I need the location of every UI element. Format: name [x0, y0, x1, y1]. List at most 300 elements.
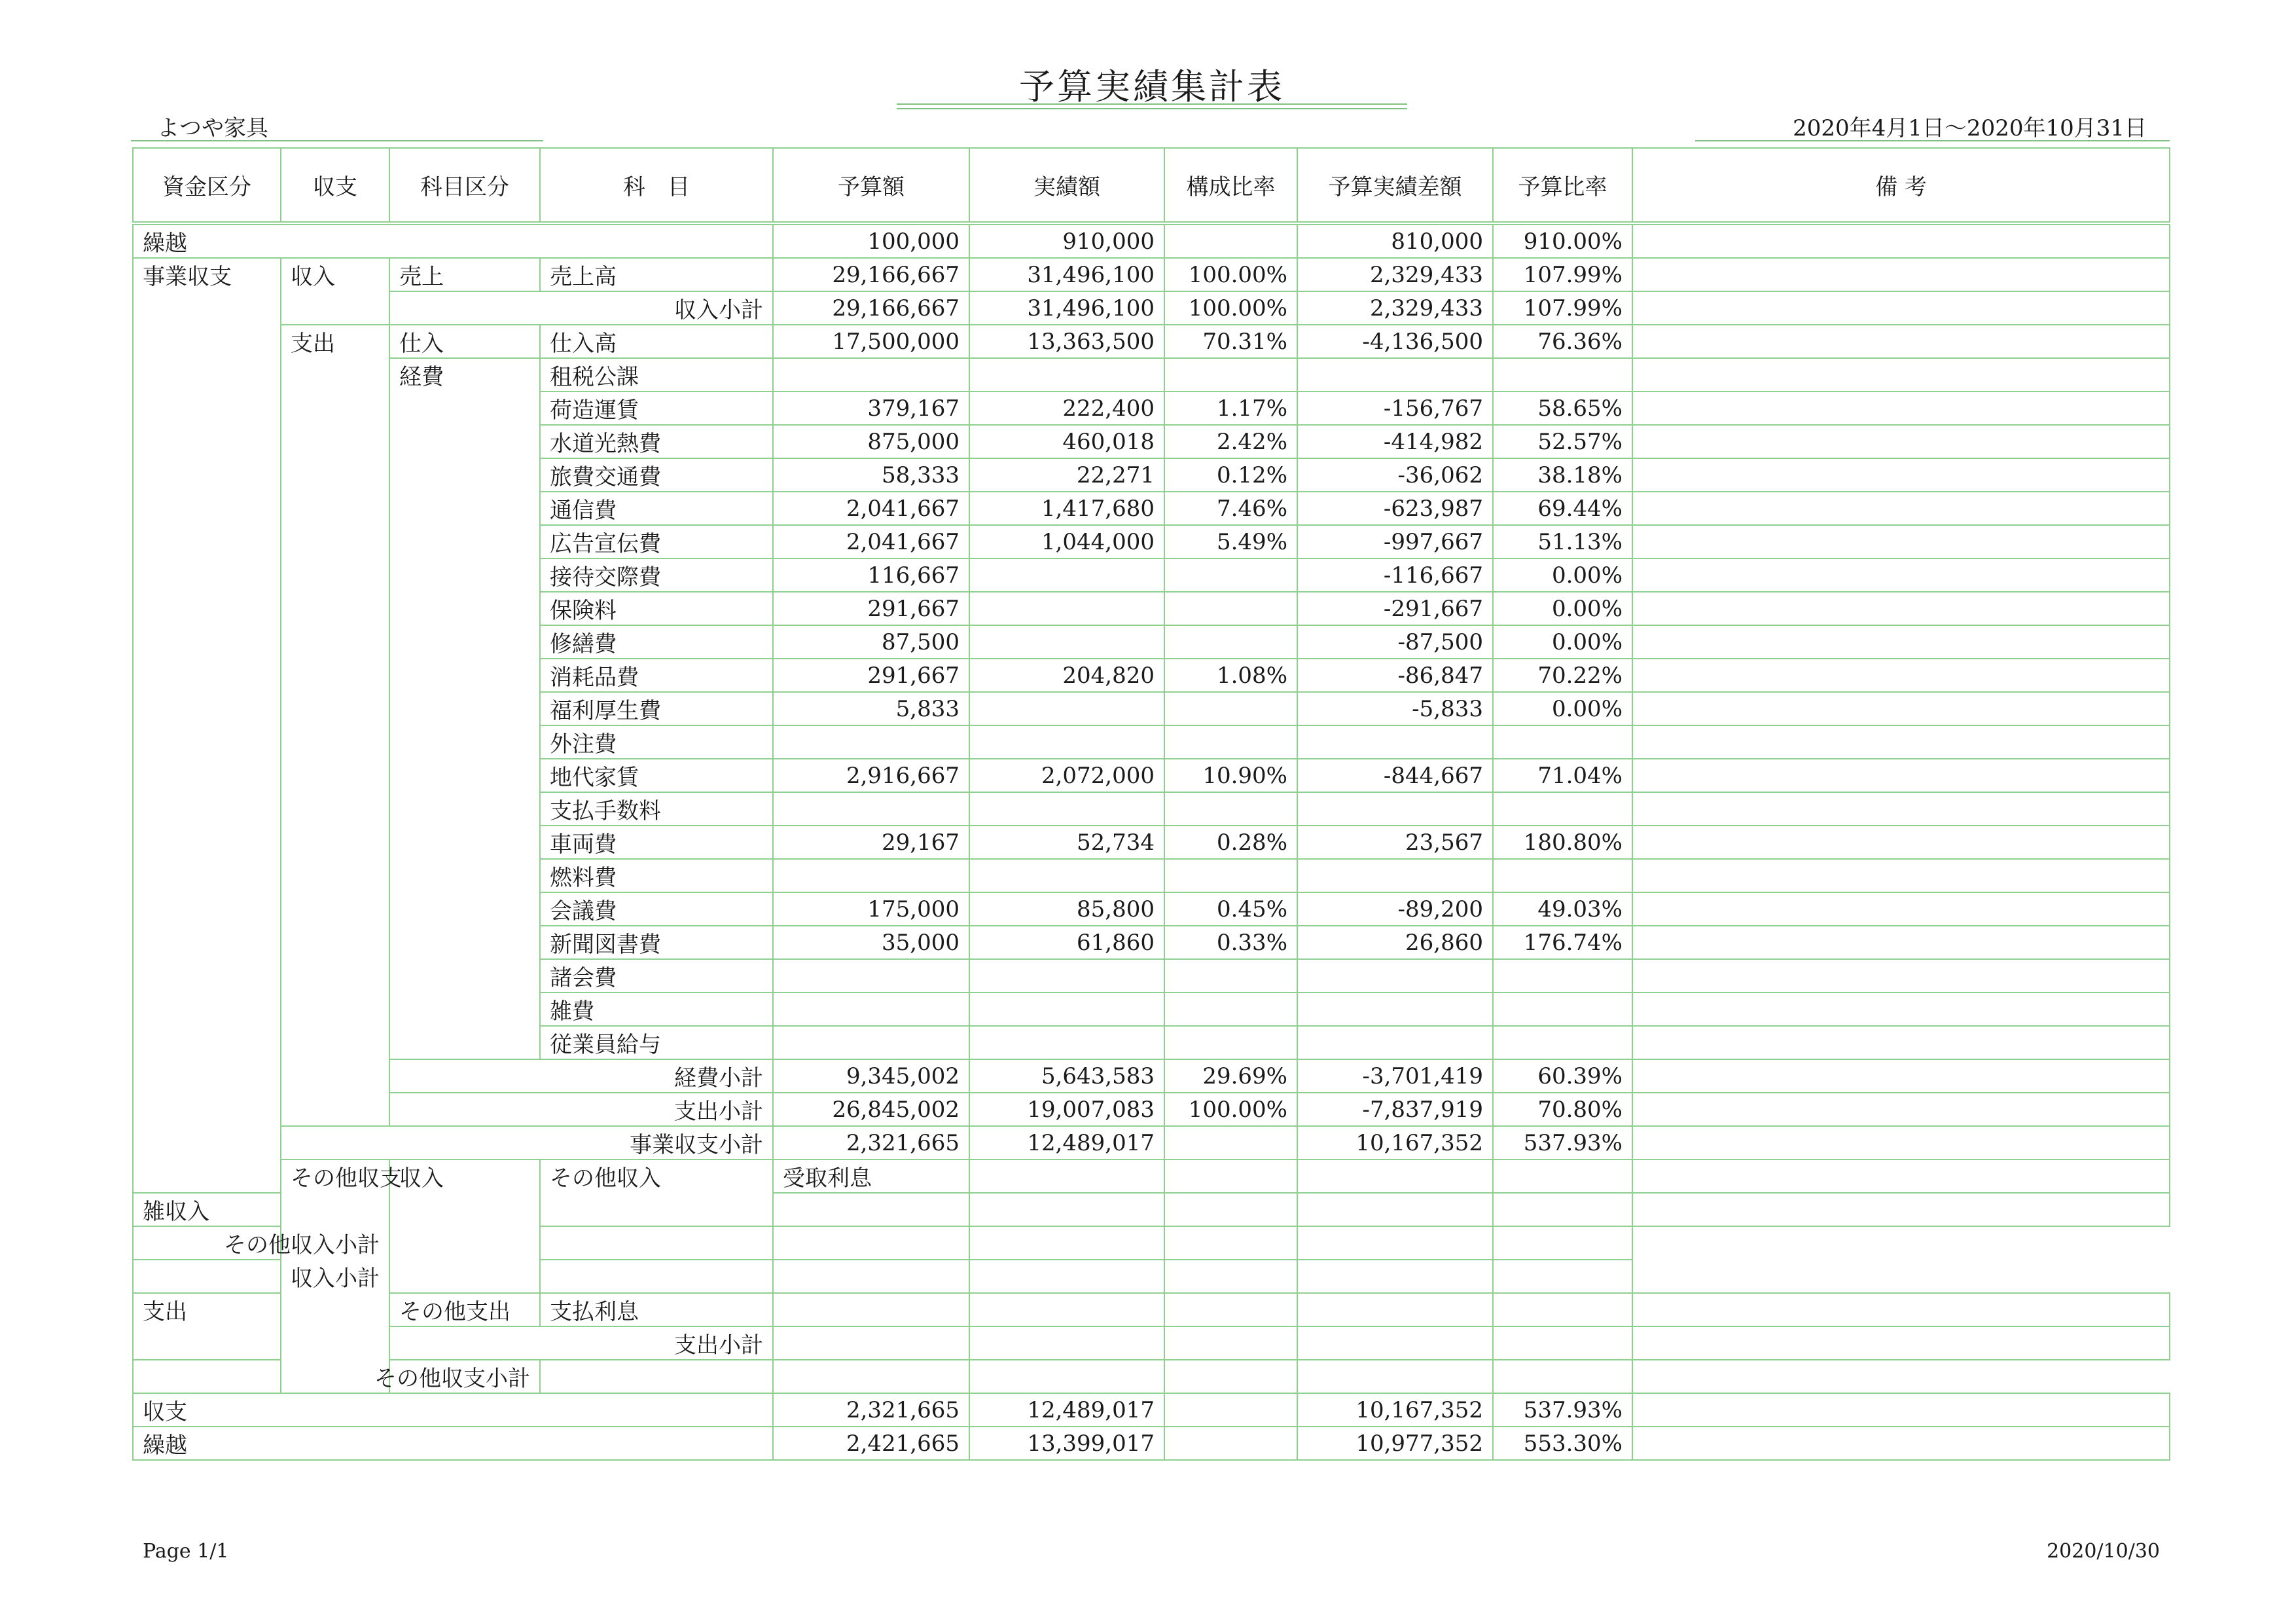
budget-cell: 2,041,667	[773, 525, 969, 558]
actual-cell	[773, 1260, 969, 1293]
ratio-cell: 1.08%	[1164, 659, 1297, 692]
actual-cell	[969, 1326, 1164, 1360]
note-cell	[1632, 692, 2170, 725]
budget-rate-cell: 0.00%	[1493, 558, 1632, 592]
budget-rate-cell: 0.00%	[1493, 625, 1632, 659]
note-cell	[1632, 291, 2170, 325]
ratio-cell	[1164, 358, 1297, 392]
actual-cell	[969, 692, 1164, 725]
diff-cell: -4,136,500	[1297, 325, 1493, 358]
actual-cell: 19,007,083	[969, 1093, 1164, 1126]
item-label: 売上高	[540, 258, 773, 291]
actual-cell	[969, 1193, 1164, 1226]
diff-cell	[1297, 792, 1493, 826]
budget-cell: 5,833	[773, 692, 969, 725]
note-cell	[1493, 1360, 1632, 1393]
item-label: 会議費	[540, 892, 773, 926]
note-cell	[1632, 325, 2170, 358]
budget-rate-cell	[1493, 792, 1632, 826]
budget-cell: 26,845,002	[773, 1093, 969, 1126]
table-row	[133, 1093, 2170, 1126]
note-cell	[1632, 458, 2170, 492]
budget-rate-cell	[1493, 993, 1632, 1026]
ratio-cell	[1164, 1427, 1297, 1460]
diff-cell	[1297, 1026, 1493, 1059]
diff-cell: -36,062	[1297, 458, 1493, 492]
table-row	[133, 1126, 2170, 1159]
cat-expenses: 経費	[389, 358, 540, 1059]
note-cell	[1632, 1427, 2170, 1460]
diff-cell: -5,833	[1297, 692, 1493, 725]
budget-rate-cell	[1493, 859, 1632, 892]
budget-cell	[773, 859, 969, 892]
note-cell	[1632, 725, 2170, 759]
item-label: 福利厚生費	[540, 692, 773, 725]
budget-cell	[773, 959, 969, 993]
note-cell	[1632, 525, 2170, 558]
note-cell	[1493, 1260, 1632, 1293]
budget-cell	[540, 1360, 773, 1393]
ratio-cell	[1164, 625, 1297, 659]
item-label: 水道光熱費	[540, 425, 773, 458]
item-label: 租税公課	[540, 358, 773, 392]
subtotal-label: 支出小計	[389, 1326, 773, 1360]
item-label: 通信費	[540, 492, 773, 525]
budget-cell: 291,667	[773, 592, 969, 625]
budget-cell: 116,667	[773, 558, 969, 592]
budget-cell	[540, 1260, 773, 1293]
ratio-cell: 70.31%	[1164, 325, 1297, 358]
budget-cell: 29,166,667	[773, 258, 969, 291]
item-label: 支払利息	[540, 1293, 773, 1326]
note-cell	[1632, 759, 2170, 792]
note-cell	[1632, 558, 2170, 592]
diff-cell	[1297, 1193, 1493, 1226]
actual-cell: 1,044,000	[969, 525, 1164, 558]
diff-cell: -7,837,919	[1297, 1093, 1493, 1126]
item-label: 車両費	[540, 826, 773, 859]
budget-cell: 100,000	[773, 223, 969, 258]
ratio-cell	[1164, 223, 1297, 258]
budget-rate-cell: 537.93%	[1493, 1393, 1632, 1427]
budget-cell	[773, 358, 969, 392]
note-cell	[1632, 625, 2170, 659]
ratio-cell	[1164, 792, 1297, 826]
diff-cell	[1164, 1360, 1297, 1393]
diff-cell	[1297, 1293, 1493, 1326]
budget-rate-cell: 553.30%	[1493, 1427, 1632, 1460]
actual-cell	[969, 959, 1164, 993]
header-diff: 予算実績差額	[1297, 148, 1493, 223]
item-label: 仕入高	[540, 325, 773, 358]
ratio-cell	[1164, 1393, 1297, 1427]
actual-cell	[969, 592, 1164, 625]
diff-cell: -86,847	[1297, 659, 1493, 692]
period-underline	[1695, 140, 2170, 141]
actual-cell: 222,400	[969, 392, 1164, 425]
title-underline-second	[897, 108, 1407, 109]
table-row	[133, 223, 2170, 258]
ratio-cell	[969, 1360, 1164, 1393]
note-cell	[1632, 959, 2170, 993]
ratio-cell	[1164, 1126, 1297, 1159]
header-io: 収支	[281, 148, 389, 223]
header-budget: 予算額	[773, 148, 969, 223]
ratio-cell	[969, 1260, 1164, 1293]
budget-rate-cell: 70.80%	[1493, 1093, 1632, 1126]
diff-cell: 10,167,352	[1297, 1126, 1493, 1159]
io-expense: 支出	[133, 1293, 281, 1360]
diff-cell: 810,000	[1297, 223, 1493, 258]
header-actual: 実績額	[969, 148, 1164, 223]
budget-cell: 17,500,000	[773, 325, 969, 358]
budget-rate-cell	[1632, 1159, 2170, 1193]
header-category: 科目区分	[389, 148, 540, 223]
budget-cell	[773, 792, 969, 826]
budget-rate-cell: 60.39%	[1493, 1059, 1632, 1093]
ratio-cell	[1164, 959, 1297, 993]
budget-actual-table	[132, 147, 2170, 1461]
table-row	[133, 1326, 2170, 1360]
budget-rate-cell: 70.22%	[1493, 659, 1632, 692]
budget-cell	[540, 1226, 773, 1260]
note-cell	[1632, 859, 2170, 892]
ratio-cell	[1164, 859, 1297, 892]
note-cell	[1632, 492, 2170, 525]
note-cell	[1632, 1059, 2170, 1093]
note-cell	[1632, 1293, 2170, 1326]
note-cell	[1632, 993, 2170, 1026]
ratio-cell	[1164, 993, 1297, 1026]
ratio-cell	[1164, 692, 1297, 725]
item-label: 雑収入	[133, 1193, 281, 1226]
ratio-cell: 100.00%	[1164, 291, 1297, 325]
budget-rate-cell	[1493, 1293, 1632, 1326]
item-label: 外注費	[540, 725, 773, 759]
actual-cell: 460,018	[969, 425, 1164, 458]
subtotal-label: 事業収支小計	[281, 1126, 773, 1159]
actual-cell: 12,489,017	[969, 1126, 1164, 1159]
table-row	[133, 358, 2170, 392]
item-label: 広告宣伝費	[540, 525, 773, 558]
diff-cell	[1164, 1226, 1297, 1260]
actual-cell: 204,820	[969, 659, 1164, 692]
budget-cell: 291,667	[773, 659, 969, 692]
budget-cell: 2,421,665	[773, 1427, 969, 1460]
report-period: 2020年4月1日～2020年10月31日	[1793, 115, 2147, 141]
subtotal-label: その他収入小計	[133, 1226, 389, 1260]
item-label: 従業員給与	[540, 1026, 773, 1059]
ratio-cell	[1164, 1193, 1297, 1226]
fund-biz: 事業収支	[133, 258, 281, 1193]
header-row	[133, 148, 2170, 223]
note-cell	[1632, 1093, 2170, 1126]
diff-cell: -844,667	[1297, 759, 1493, 792]
ratio-cell	[1164, 1293, 1297, 1326]
diff-cell	[1164, 1260, 1297, 1293]
table-row	[133, 1360, 2170, 1393]
ratio-cell	[1164, 1026, 1297, 1059]
actual-cell	[969, 558, 1164, 592]
header-fund: 資金区分	[133, 148, 281, 223]
note-cell	[1632, 258, 2170, 291]
budget-rate-cell	[1493, 1193, 1632, 1226]
diff-cell: 10,977,352	[1297, 1427, 1493, 1460]
item-label: 諸会費	[540, 959, 773, 993]
ratio-cell: 7.46%	[1164, 492, 1297, 525]
actual-cell	[969, 792, 1164, 826]
table-row	[133, 291, 2170, 325]
header-note: 備 考	[1632, 148, 2170, 223]
budget-rate-cell: 52.57%	[1493, 425, 1632, 458]
diff-cell: -3,701,419	[1297, 1059, 1493, 1093]
item-label: 保険料	[540, 592, 773, 625]
ratio-cell: 10.90%	[1164, 759, 1297, 792]
actual-cell	[969, 725, 1164, 759]
budget-cell	[773, 1193, 969, 1226]
subtotal-label: その他収支小計	[133, 1360, 540, 1393]
io-income: 収入	[389, 1159, 540, 1293]
note-cell	[1632, 659, 2170, 692]
budget-rate-cell: 910.00%	[1493, 223, 1632, 258]
budget-cell	[773, 1026, 969, 1059]
company-name: よつや家具	[157, 115, 268, 141]
budget-cell: 379,167	[773, 392, 969, 425]
item-label: 支払手数料	[540, 792, 773, 826]
diff-cell: 23,567	[1297, 826, 1493, 859]
budget-cell: 2,916,667	[773, 759, 969, 792]
row-label: 繰越	[133, 223, 773, 258]
note-cell	[1632, 792, 2170, 826]
diff-cell: 2,329,433	[1297, 258, 1493, 291]
diff-cell	[1297, 1326, 1493, 1360]
note-cell	[1493, 1226, 1632, 1260]
table-row	[133, 1159, 2170, 1193]
ratio-cell: 0.28%	[1164, 826, 1297, 859]
actual-cell: 13,363,500	[969, 325, 1164, 358]
budget-cell: 29,167	[773, 826, 969, 859]
table-row	[133, 1427, 2170, 1460]
budget-rate-cell: 176.74%	[1493, 926, 1632, 959]
page-number: Page 1/1	[143, 1540, 229, 1563]
ratio-cell: 29.69%	[1164, 1059, 1297, 1093]
note-cell	[1632, 892, 2170, 926]
budget-rate-cell: 49.03%	[1493, 892, 1632, 926]
item-label: 消耗品費	[540, 659, 773, 692]
diff-cell: -87,500	[1297, 625, 1493, 659]
diff-cell: 26,860	[1297, 926, 1493, 959]
actual-cell	[969, 859, 1164, 892]
note-cell	[1632, 592, 2170, 625]
actual-cell	[969, 993, 1164, 1026]
fund-other: その他収支	[281, 1159, 389, 1393]
actual-cell: 13,399,017	[969, 1427, 1164, 1460]
note-cell	[1632, 358, 2170, 392]
actual-cell: 5,643,583	[969, 1059, 1164, 1093]
company-underline	[131, 140, 543, 141]
actual-cell: 910,000	[969, 223, 1164, 258]
note-cell	[1632, 223, 2170, 258]
actual-cell: 52,734	[969, 826, 1164, 859]
item-label: 雑費	[540, 993, 773, 1026]
ratio-cell: 5.49%	[1164, 525, 1297, 558]
diff-cell: -414,982	[1297, 425, 1493, 458]
budget-cell: 175,000	[773, 892, 969, 926]
item-label: 荷造運賃	[540, 392, 773, 425]
budget-cell	[773, 1293, 969, 1326]
diff-cell: 2,329,433	[1297, 291, 1493, 325]
diff-cell	[1297, 725, 1493, 759]
budget-rate-cell: 0.00%	[1493, 592, 1632, 625]
budget-cell: 87,500	[773, 625, 969, 659]
budget-cell: 875,000	[773, 425, 969, 458]
ratio-cell	[1164, 558, 1297, 592]
report-title: 予算実績集計表	[1019, 66, 1285, 107]
budget-rate-cell: 38.18%	[1493, 458, 1632, 492]
table-row	[133, 325, 2170, 358]
budget-cell: 2,041,667	[773, 492, 969, 525]
actual-cell: 2,072,000	[969, 759, 1164, 792]
diff-cell: -291,667	[1297, 592, 1493, 625]
title-underline	[897, 103, 1407, 105]
ratio-cell	[1164, 1326, 1297, 1360]
item-label: 受取利息	[773, 1159, 969, 1193]
budget-cell	[773, 993, 969, 1026]
table-row	[133, 1059, 2170, 1093]
header-item: 科 目	[540, 148, 773, 223]
diff-cell	[1297, 993, 1493, 1026]
budget-rate-cell	[1493, 1026, 1632, 1059]
budget-rate-cell	[1493, 358, 1632, 392]
subtotal-label: 収入小計	[389, 291, 773, 325]
ratio-cell: 2.42%	[1164, 425, 1297, 458]
ratio-cell	[1164, 725, 1297, 759]
ratio-cell: 0.45%	[1164, 892, 1297, 926]
actual-cell	[969, 1026, 1164, 1059]
note-cell	[1632, 1393, 2170, 1427]
diff-cell	[1297, 859, 1493, 892]
actual-cell	[773, 1226, 969, 1260]
io-expense: 支出	[281, 325, 389, 1126]
budget-rate-cell	[1297, 1360, 1493, 1393]
table-row	[133, 1393, 2170, 1427]
budget-rate-cell: 0.00%	[1493, 692, 1632, 725]
subtotal-label: 支出小計	[389, 1093, 773, 1126]
actual-cell: 31,496,100	[969, 258, 1164, 291]
io-income: 収入	[281, 258, 389, 325]
budget-cell	[969, 1159, 1164, 1193]
diff-cell: -997,667	[1297, 525, 1493, 558]
budget-rate-cell: 71.04%	[1493, 759, 1632, 792]
note-cell	[1632, 826, 2170, 859]
ratio-cell	[969, 1226, 1164, 1260]
diff-cell	[1493, 1159, 1632, 1193]
budget-rate-cell	[1493, 1326, 1632, 1360]
cat-other-expense: その他支出	[389, 1293, 540, 1326]
budget-cell: 9,345,002	[773, 1059, 969, 1093]
budget-rate-cell: 107.99%	[1493, 258, 1632, 291]
item-label: 旅費交通費	[540, 458, 773, 492]
note-cell	[1632, 1026, 2170, 1059]
item-label: 新聞図書費	[540, 926, 773, 959]
budget-cell: 35,000	[773, 926, 969, 959]
actual-cell	[773, 1360, 969, 1393]
budget-cell	[773, 725, 969, 759]
budget-rate-cell: 69.44%	[1493, 492, 1632, 525]
actual-cell	[1164, 1159, 1297, 1193]
budget-cell: 2,321,665	[773, 1393, 969, 1427]
note-cell	[1632, 392, 2170, 425]
actual-cell	[969, 625, 1164, 659]
note-cell	[1632, 1326, 2170, 1360]
budget-rate-cell	[1493, 959, 1632, 993]
budget-rate-cell: 51.13%	[1493, 525, 1632, 558]
diff-cell: 10,167,352	[1297, 1393, 1493, 1427]
actual-cell: 61,860	[969, 926, 1164, 959]
budget-rate-cell	[1297, 1226, 1493, 1260]
ratio-cell: 1.17%	[1164, 392, 1297, 425]
actual-cell: 12,489,017	[969, 1393, 1164, 1427]
budget-rate-cell	[1297, 1260, 1493, 1293]
actual-cell: 1,417,680	[969, 492, 1164, 525]
actual-cell	[969, 358, 1164, 392]
diff-cell: -623,987	[1297, 492, 1493, 525]
note-cell	[1632, 1193, 2170, 1226]
item-label: 修繕費	[540, 625, 773, 659]
header-ratio: 構成比率	[1164, 148, 1297, 223]
item-label: 燃料費	[540, 859, 773, 892]
budget-cell: 29,166,667	[773, 291, 969, 325]
ratio-cell: 100.00%	[1164, 258, 1297, 291]
budget-cell: 58,333	[773, 458, 969, 492]
subtotal-label: 収入小計	[133, 1260, 389, 1293]
actual-cell	[969, 1293, 1164, 1326]
cat-purchase: 仕入	[389, 325, 540, 358]
budget-cell: 2,321,665	[773, 1126, 969, 1159]
ratio-cell	[1164, 592, 1297, 625]
diff-cell: -89,200	[1297, 892, 1493, 926]
diff-cell	[1297, 358, 1493, 392]
cat-other-income: その他収入	[540, 1159, 773, 1226]
actual-cell: 31,496,100	[969, 291, 1164, 325]
item-label: 接待交際費	[540, 558, 773, 592]
budget-rate-cell	[1493, 725, 1632, 759]
table-row	[133, 1293, 2170, 1326]
actual-cell: 22,271	[969, 458, 1164, 492]
note-cell	[1632, 926, 2170, 959]
budget-rate-cell: 537.93%	[1493, 1126, 1632, 1159]
print-date: 2020/10/30	[2047, 1540, 2160, 1563]
ratio-cell	[1297, 1159, 1493, 1193]
table-row	[133, 258, 2170, 291]
row-label: 収支	[133, 1393, 773, 1427]
ratio-cell: 0.12%	[1164, 458, 1297, 492]
diff-cell	[1297, 959, 1493, 993]
diff-cell: -156,767	[1297, 392, 1493, 425]
note-cell	[1632, 425, 2170, 458]
note-cell	[1632, 1126, 2170, 1159]
diff-cell: -116,667	[1297, 558, 1493, 592]
budget-rate-cell: 107.99%	[1493, 291, 1632, 325]
budget-rate-cell: 76.36%	[1493, 325, 1632, 358]
cat-sales: 売上	[389, 258, 540, 291]
row-label: 繰越	[133, 1427, 773, 1460]
header-budget-rate: 予算比率	[1493, 148, 1632, 223]
actual-cell: 85,800	[969, 892, 1164, 926]
subtotal-label: 経費小計	[389, 1059, 773, 1093]
budget-rate-cell: 180.80%	[1493, 826, 1632, 859]
item-label: 地代家賃	[540, 759, 773, 792]
